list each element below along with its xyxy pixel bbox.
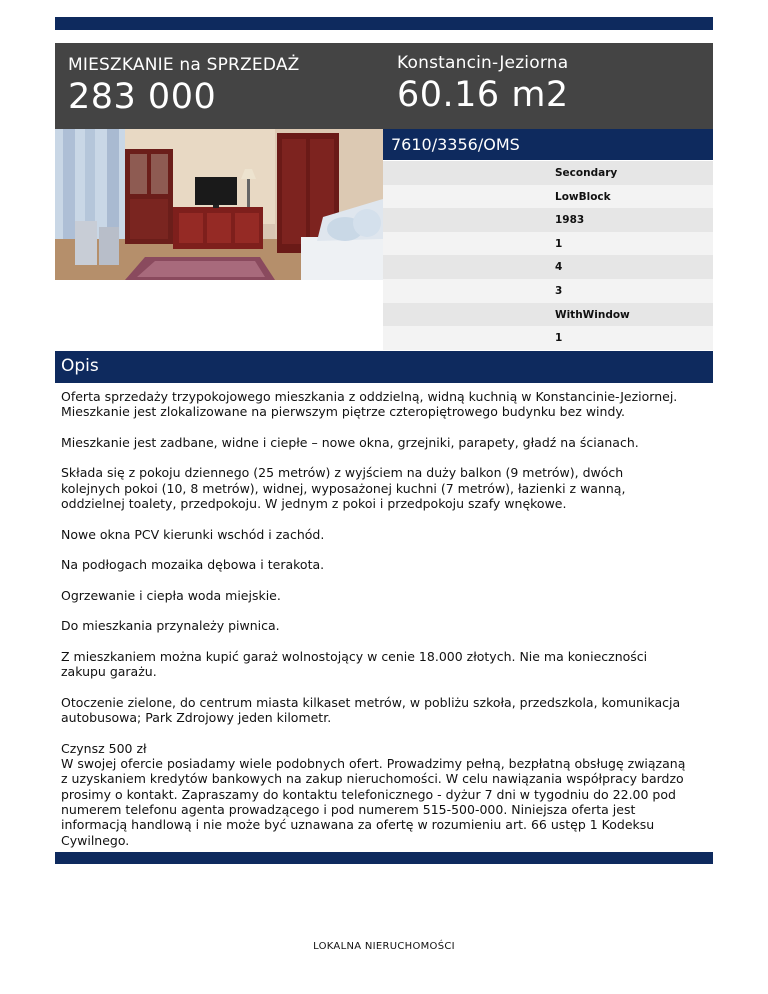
detail-value: 3 xyxy=(555,284,563,297)
listing-type: MIESZKANIE na SPRZEDAŻ xyxy=(68,55,300,75)
offer-code-bar xyxy=(383,129,713,160)
description-paragraph: Otoczenie zielone, do centrum miasta kilkaset metrów, w pobliżu szkoła, przedszkola, komunikacja autobusowa; Park Zdrojowy jeden kilometr. xyxy=(61,694,681,726)
description-paragraph: Z mieszkaniem można kupić garaż wolnostojący w cenie 18.000 złotych. Nie ma konieczności zakupu garażu. xyxy=(61,649,648,680)
bottom-accent-bar xyxy=(55,852,713,864)
price: 283 000 xyxy=(68,77,217,117)
description-paragraph: Mieszkanie jest zadbane, widne i ciepłe – nowe okna, grzejniki, parapety, gładź na ścianach. xyxy=(61,434,639,450)
listing-header xyxy=(55,43,713,129)
detail-value: Secondary xyxy=(555,167,618,179)
description-paragraph: Do mieszkania przynależy piwnica. xyxy=(61,618,280,634)
top-accent-bar xyxy=(55,17,713,30)
detail-value: WithWindow xyxy=(555,308,630,321)
footer-agency: LOKALNA NIERUCHOMOŚCI xyxy=(313,941,455,952)
description-paragraph: Oferta sprzedaży trzypokojowego mieszkania z oddzielną, widną kuchnią w Konstancinie-Jeziornej. Mieszkanie jest zlokalizowane na pierwszym piętrze czteropiętrowego budynku bez windy. xyxy=(61,389,678,420)
section-title: Opis xyxy=(61,356,99,376)
description xyxy=(61,389,711,863)
detail-row xyxy=(383,185,713,209)
detail-value: 4 xyxy=(555,261,563,274)
description-header xyxy=(55,351,713,383)
detail-row xyxy=(383,303,713,327)
description-paragraph: Ogrzewanie i ciepła woda miejskie. xyxy=(61,587,281,603)
detail-row xyxy=(383,326,713,350)
apartment-photo xyxy=(55,129,383,280)
details-table xyxy=(383,161,713,350)
detail-value: 1983 xyxy=(555,214,585,227)
detail-value: 1 xyxy=(555,237,563,250)
detail-row xyxy=(383,161,713,185)
description-paragraph: Składa się z pokoju dziennego (25 metrów) z wyjściem na duży balkon (9 metrów), dwóch kolejnych pokoi (10, 8 metrów), widnej, wyposażonej kuchni (7 metrów), łazienki z wanną, oddzielnej toalety, przedpokoju. W jednym z pokoi i przedpokoju szafy wnękowe. xyxy=(61,465,626,512)
description-paragraph: Na podłogach mozaika dębowa i terakota. xyxy=(61,557,325,573)
detail-row xyxy=(383,279,713,303)
description-paragraph: Nowe okna PCV kierunki wschód i zachód. xyxy=(61,526,325,542)
location: Konstancin-Jeziorna xyxy=(397,53,569,73)
price-block xyxy=(68,55,300,117)
area: 60.16 m2 xyxy=(397,75,569,115)
detail-row xyxy=(383,232,713,256)
location-block xyxy=(397,53,569,115)
offer-code: 7610/3356/OMS xyxy=(391,135,520,154)
detail-value: 1 xyxy=(555,332,563,345)
description-paragraph: Czynsz 500 zł W swojej ofercie posiadamy wiele podobnych ofert. Prowadzimy pełną, bezpłatną obsługę związaną z uzyskaniem kredytów bankowych na zakup nieruchomości. W celu nawiązania współpracy bardzo prosimy o kontakt. Zapraszamy do kontaktu telefonicznego - dyżur 7 dni w tygodniu do 22.00 pod numerem telefonu agenta prowadzącego i pod numerem 515-500-000. Niniejsza oferta jest informacją handlową i nie może być uznawana za ofertę w rozumieniu art. 66 ustęp 1 Kodeksu Cywilnego. xyxy=(61,740,686,848)
detail-row xyxy=(383,208,713,232)
detail-row xyxy=(383,255,713,279)
detail-value: LowBlock xyxy=(555,190,611,203)
